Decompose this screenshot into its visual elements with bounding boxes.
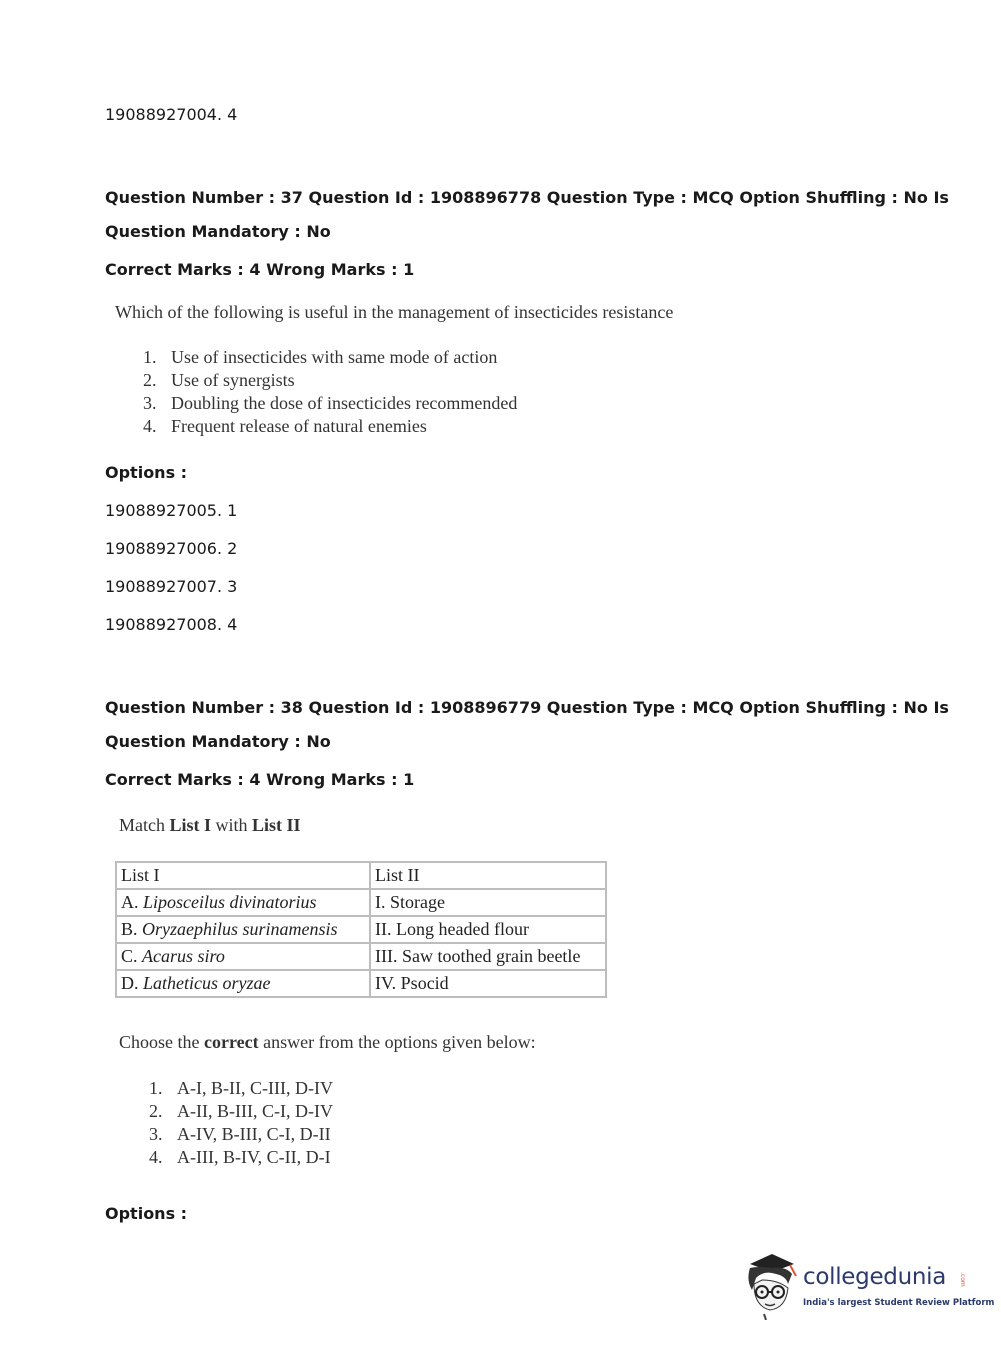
list-item: 2. A-II, B-III, C-I, D-IV [149,1101,333,1121]
table-header-cell: List I [116,862,370,889]
brand-domain: .com [959,1272,966,1287]
list-item: 2. Use of synergists [143,370,295,390]
table-cell: I. Storage [370,889,606,916]
list-item: 3. Doubling the dose of insecticides recommended [143,393,518,413]
table-header-row [116,862,606,889]
brand-name: collegedunia [803,1264,947,1290]
brand-tagline: India's largest Student Review Platform [803,1298,995,1308]
q37-option-3: 19088927007. 3 [105,577,238,596]
table-cell: IV. Psocid [370,970,606,997]
collegedunia-logo [742,1250,995,1320]
table-cell: D. Latheticus oryzae [116,970,370,997]
table-row [116,943,606,970]
q37-header: Question Number : 37 Question Id : 1908896778 Question Type : MCQ Option Shuffling : No Is [105,188,949,207]
q38-options-label: Options : [105,1204,188,1223]
q38-answer-list [149,1077,333,1169]
table-cell: III. Saw toothed grain beetle [370,943,606,970]
table-header-cell: List II [370,862,606,889]
table-row [116,970,606,997]
q37-stem: Which of the following is useful in the management of insecticides resistance [115,302,674,322]
q38-instruction: Choose the correct answer from the options given below: [119,1032,536,1052]
option-text: 19088927004. 4 [105,105,238,124]
q38-stem: Match List I with List II [119,815,301,835]
q37-option-2: 19088927006. 2 [105,539,238,558]
table-row [116,916,606,943]
q37-option-4: 19088927008. 4 [105,615,238,634]
list-item: 1. A-I, B-II, C-III, D-IV [149,1078,333,1098]
table-cell: II. Long headed flour [370,916,606,943]
list-item: 3. A-IV, B-III, C-I, D-II [149,1124,331,1144]
table-cell: A. Liposceilus divinatorius [116,889,370,916]
q38-header: Question Number : 38 Question Id : 1908896779 Question Type : MCQ Option Shuffling : No Is [105,698,949,717]
q38-marks: Correct Marks : 4 Wrong Marks : 1 [105,770,415,789]
q37-statement-list [143,346,517,438]
table-cell: C. Acarus siro [116,943,370,970]
mascot-icon [742,1250,802,1320]
q37-marks: Correct Marks : 4 Wrong Marks : 1 [105,260,415,279]
list-item: 4. Frequent release of natural enemies [143,416,427,436]
match-table [115,861,607,998]
q37-mandatory: Question Mandatory : No [105,222,331,241]
list-item: 1. Use of insecticides with same mode of action [143,347,498,367]
list-item: 4. A-III, B-IV, C-II, D-I [149,1147,331,1167]
table-cell: B. Oryzaephilus surinamensis [116,916,370,943]
q38-mandatory: Question Mandatory : No [105,732,331,751]
table-row [116,889,606,916]
q37-options-label: Options : [105,463,188,482]
q37-option-1: 19088927005. 1 [105,501,238,520]
